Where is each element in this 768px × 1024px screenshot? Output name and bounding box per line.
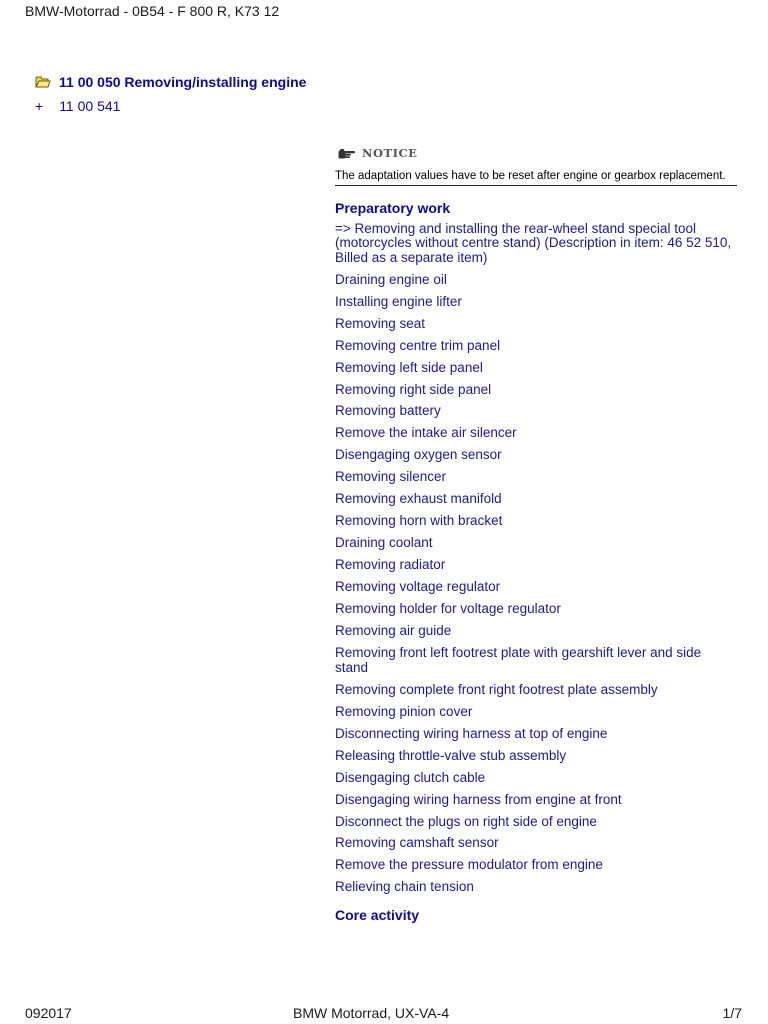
step-link[interactable]: Draining coolant: [335, 535, 433, 551]
document-title[interactable]: [35, 74, 306, 90]
step-link[interactable]: Remove the pressure modulator from engine: [335, 857, 603, 873]
step-link[interactable]: Removing seat: [335, 315, 426, 331]
step-link[interactable]: Installing engine lifter: [335, 293, 462, 309]
page-header: BMW-Motorrad - 0B54 - F 800 R, K73 12: [25, 3, 280, 19]
notice-text: The adaptation values have to be reset after engine or gearbox replacement.: [335, 170, 737, 186]
step-link[interactable]: Remove the intake air silencer: [335, 425, 517, 441]
step-link[interactable]: Removing horn with bracket: [335, 513, 503, 529]
sub-reference-number[interactable]: 11 00 541: [59, 98, 121, 114]
preparatory-work-heading: Preparatory work: [335, 200, 451, 216]
step-link[interactable]: => Removing and installing the rear-wheel stand special tool (motorcycles without centre stand) (Description in item: 46 52 510, Billed as a separate item): [335, 221, 732, 265]
step-link[interactable]: Removing right side panel: [335, 381, 492, 397]
footer-date: 092017: [25, 1005, 72, 1021]
step-link[interactable]: Removing left side panel: [335, 359, 483, 375]
step-link[interactable]: Disengaging wiring harness from engine at front: [335, 791, 622, 807]
step-link[interactable]: Disconnect the plugs on right side of engine: [335, 813, 597, 829]
step-link[interactable]: Removing air guide: [335, 623, 452, 639]
preparatory-steps-list: [335, 222, 737, 895]
footer-page-number: 1/7: [722, 1005, 742, 1021]
step-link[interactable]: Disengaging clutch cable: [335, 769, 486, 785]
step-link[interactable]: Removing radiator: [335, 557, 446, 573]
step-link[interactable]: Removing pinion cover: [335, 703, 473, 719]
step-link[interactable]: Draining engine oil: [335, 271, 447, 287]
folder-open-icon: [35, 75, 51, 89]
step-link[interactable]: Relieving chain tension: [335, 879, 474, 895]
step-link[interactable]: Disengaging oxygen sensor: [335, 447, 502, 463]
step-link[interactable]: Removing battery: [335, 403, 441, 419]
step-link[interactable]: Removing camshaft sensor: [335, 835, 499, 851]
sub-reference[interactable]: [35, 98, 120, 114]
step-link[interactable]: Removing centre trim panel: [335, 337, 501, 353]
step-link[interactable]: Releasing throttle-valve stub assembly: [335, 747, 567, 763]
document-title-text: 11 00 050 Removing/installing engine: [59, 74, 307, 90]
step-link[interactable]: Removing voltage regulator: [335, 579, 501, 595]
step-link[interactable]: Removing front left footrest plate with gearshift lever and side stand: [335, 645, 702, 675]
page-footer: [25, 1005, 742, 1023]
step-link[interactable]: Removing complete front right footrest plate assembly: [335, 681, 658, 697]
step-link[interactable]: Disconnecting wiring harness at top of engine: [335, 725, 608, 741]
core-activity-heading: Core activity: [335, 906, 420, 923]
step-link[interactable]: Removing silencer: [335, 469, 447, 485]
step-link[interactable]: Removing holder for voltage regulator: [335, 601, 561, 617]
footer-source: BMW Motorrad, UX-VA-4: [293, 1005, 450, 1021]
notice-header: [335, 144, 737, 162]
step-link[interactable]: Removing exhaust manifold: [335, 491, 502, 507]
pointing-hand-icon: [338, 147, 356, 159]
expand-marker[interactable]: +: [35, 98, 44, 114]
main-content: [335, 144, 737, 924]
notice-label: NOTICE: [362, 146, 418, 160]
